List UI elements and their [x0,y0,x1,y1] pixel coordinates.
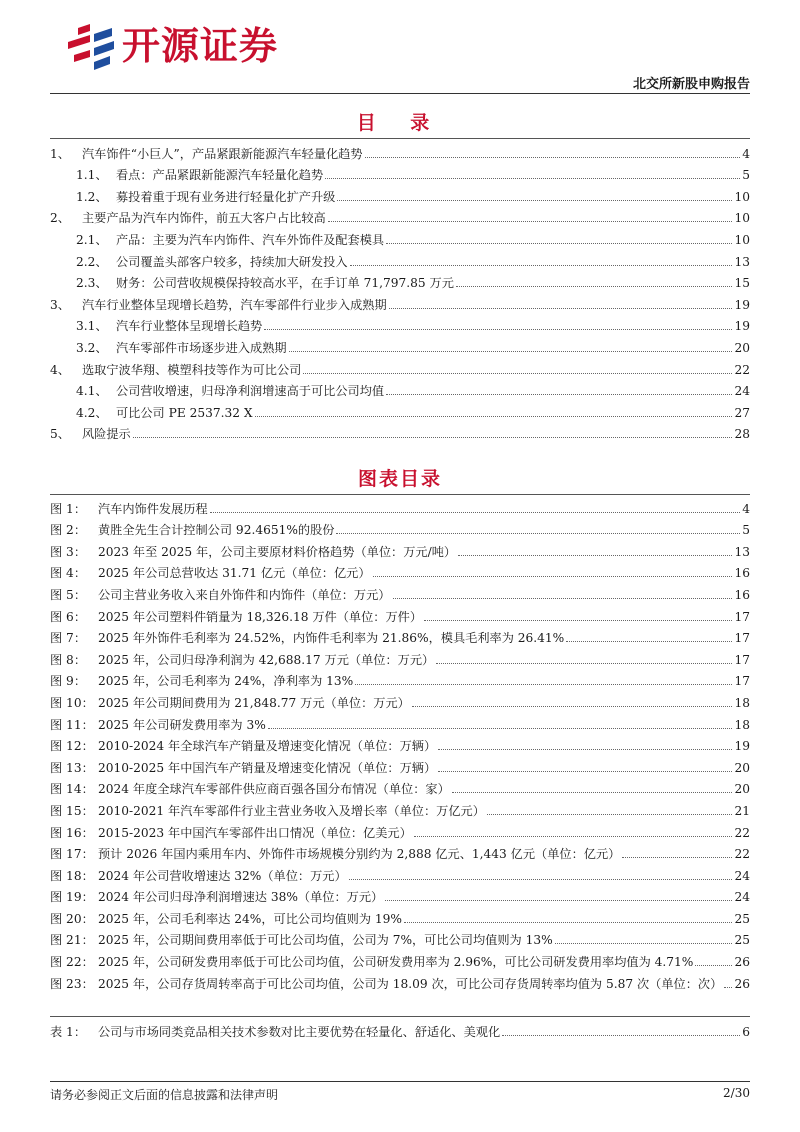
entry-title: 主要产品为汽车内饰件，前五大客户占比较高 [82,211,326,226]
entry-page: 17 [734,609,750,624]
entry-page: 20 [734,760,750,775]
entry-number: 图 23： [50,976,94,991]
entry-page: 17 [734,674,750,689]
entry-title: 汽车行业整体呈现增长趋势 [116,319,263,334]
entry-title: 产品：主要为汽车内饰件、汽车外饰件及配套模具 [116,232,385,247]
entry-leader [456,286,733,287]
entry-title: 预计 2026 年国内乘用车内、外饰件市场规模分别约为 2,888 亿元、1,443 亿元（单位：亿元） [98,847,621,862]
entry-page: 25 [734,933,750,948]
toc-entry[interactable] [50,291,750,313]
entry-leader [389,308,733,309]
entry-page: 4 [742,146,750,161]
entry-number: 图 5： [50,587,87,602]
entry-leader [255,416,733,417]
entry-leader [350,265,733,266]
entry-title: 2025 年公司塑料件销量为 18,326.18 万件（单位：万件） [98,609,423,624]
entry-title: 汽车内饰件发展历程 [98,501,208,516]
toc-entry[interactable] [50,205,750,227]
toc-entry[interactable] [50,140,750,162]
entry-number: 图 7： [50,631,87,646]
entry-title: 公司与市场同类竞品相关技术参数对比主要优势在轻量化、舒适化、美观化 [98,1024,501,1039]
footer-disclaimer: 请务必参阅正文后面的信息披露和法律声明 [50,1088,279,1102]
entry-number: 图 21： [50,933,94,948]
entry-title: 2025 年，公司期间费用率低于可比公司均值，公司为 7%，可比公司均值则为 13% [98,933,553,948]
entry-page: 22 [734,847,750,862]
entry-page: 16 [734,587,750,602]
toc-list [50,140,750,442]
entry-leader [325,178,740,179]
tables-list [50,1018,750,1040]
entry-leader [289,351,733,352]
entry-leader [424,620,732,621]
figure-entry[interactable] [50,581,750,603]
entry-leader [355,684,732,685]
entry-page: 5 [742,523,750,538]
entry-leader [393,598,733,599]
entry-number: 图 18： [50,868,94,883]
entry-title: 2023 年至 2025 年，公司主要原材料价格趋势（单位：万元/吨） [98,544,457,559]
entry-number: 图 19： [50,890,94,905]
entry-leader [414,836,733,837]
entry-number: 1.2、 [76,189,108,204]
entry-title: 2025 年外饰件毛利率为 24.52%，内饰件毛利率为 21.86%，模具毛利率为 26.41% [98,631,565,646]
entry-title: 2025 年，公司毛利率为 24%，净利率为 13% [98,674,354,689]
entry-title: 2025 年，公司研发费用率低于可比公司均值，公司研发费用率为 2.96%，可比公司研发费用率均值为 4.71% [98,955,694,970]
toc-entry[interactable] [50,248,750,270]
toc-entry[interactable] [50,356,750,378]
entry-page: 24 [734,890,750,905]
entry-leader [385,900,732,901]
figure-entry[interactable] [50,560,750,582]
figure-entry[interactable] [50,538,750,560]
entry-page: 26 [734,955,750,970]
entry-page: 15 [734,276,750,291]
entry-number: 2.2、 [76,254,108,269]
entry-leader [695,965,732,966]
entry-number: 图 17： [50,847,94,862]
entry-title: 2024 年度全球汽车零部件供应商百强各国分布情况（单位：家） [98,782,450,797]
entry-page: 21 [734,803,750,818]
figure-entry[interactable] [50,884,750,906]
entry-title: 2010-2024 年全球汽车产销量及增速变化情况（单位：万辆） [98,739,437,754]
figures-title: 图表目录 [357,468,442,490]
figure-entry[interactable] [50,517,750,539]
entry-page: 19 [734,319,750,334]
figure-entry[interactable] [50,625,750,647]
figure-entry[interactable] [50,495,750,517]
entry-number: 图 13： [50,760,94,775]
entry-title: 2025 年公司总营收达 31.71 亿元（单位：亿元） [98,566,371,581]
entry-leader [336,533,740,534]
entry-page: 28 [734,427,750,442]
figure-entry[interactable] [50,862,750,884]
entry-page: 17 [734,652,750,667]
figure-entry[interactable] [50,819,750,841]
entry-title: 公司营收增速，归母净利润增速高于可比公司均值 [116,384,385,399]
entry-number: 4.1、 [76,384,108,399]
entry-leader [724,987,732,988]
entry-number: 图 22： [50,955,94,970]
entry-page: 13 [734,254,750,269]
entry-leader [349,879,733,880]
entry-leader [264,329,732,330]
entry-number: 图 16： [50,825,94,840]
entry-leader [386,243,732,244]
figure-entry[interactable] [50,776,750,798]
entry-number: 图 11： [50,717,94,732]
entry-title: 2025 年，公司毛利率达 24%，可比公司均值则为 19% [98,911,403,926]
entry-number: 1、 [50,146,70,161]
entry-page: 27 [734,405,750,420]
entry-leader [386,394,732,395]
toc-entry[interactable] [50,162,750,184]
entry-page: 19 [734,739,750,754]
entry-number: 3.1、 [76,319,108,334]
brand-name: 开源证券 [122,24,279,68]
entry-title: 2015-2023 年中国汽车零部件出口情况（单位：亿美元） [98,825,412,840]
entry-leader [438,749,732,750]
entry-title: 2025 年，公司存货周转率高于可比公司均值，公司为 18.09 次，可比公司存货周转率均值为 5.87 次（单位：次） [98,976,723,991]
toc-entry[interactable] [50,270,750,292]
entry-leader [268,728,733,729]
entry-title: 2010-2025 年中国汽车产销量及增速变化情况（单位：万辆） [98,760,437,775]
entry-number: 5、 [50,427,70,442]
entry-number: 图 2： [50,523,87,538]
figure-entry[interactable] [50,970,750,992]
entry-page: 25 [734,911,750,926]
entry-leader [622,857,732,858]
entry-title: 2025 年，公司归母净利润为 42,688.17 万元（单位：万元） [98,652,435,667]
entry-number: 图 4： [50,566,87,581]
entry-number: 图 3： [50,544,87,559]
entry-leader [133,437,733,438]
figure-entry[interactable] [50,841,750,863]
entry-title: 汽车零部件市场逐步进入成熟期 [116,340,287,355]
entry-leader [458,555,732,556]
entry-page: 24 [734,384,750,399]
entry-leader [412,706,733,707]
figure-entry[interactable] [50,733,750,755]
entry-page: 24 [734,868,750,883]
entry-number: 图 8： [50,652,87,667]
entry-number: 图 12： [50,739,94,754]
entry-title: 公司覆盖头部客户较多，持续加大研发投入 [116,254,348,269]
entry-title: 2025 年公司期间费用为 21,848.77 万元（单位：万元） [98,695,410,710]
entry-number: 3、 [50,297,70,312]
entry-leader [337,200,732,201]
entry-number: 图 15： [50,803,94,818]
entry-leader [365,157,741,158]
toc-entry[interactable] [50,399,750,421]
page-header [50,0,750,100]
toc-entry[interactable] [50,378,750,400]
entry-leader [502,1035,740,1036]
entry-page: 20 [734,782,750,797]
entry-number: 4.2、 [76,405,108,420]
toc-entry[interactable] [50,334,750,356]
entry-title: 黄胜全先生合计控制公司 92.4651%的股份 [98,523,335,538]
toc-entry[interactable] [50,421,750,443]
entry-page: 6 [742,1024,750,1039]
report-type: 北交所新股申购报告 [632,77,750,92]
entry-title: 看点：产品紧跟新能源汽车轻量化趋势 [116,168,324,183]
toc-entry[interactable] [50,183,750,205]
entry-page: 20 [734,340,750,355]
figure-entry[interactable] [50,754,750,776]
entry-page: 10 [734,232,750,247]
entry-title: 财务：公司营收规模保持较高水平，在手订单 71,797.85 万元 [116,276,454,291]
figure-entry[interactable] [50,668,750,690]
figures-list [50,495,750,992]
entry-leader [303,373,732,374]
entry-page: 22 [734,825,750,840]
figure-entry[interactable] [50,603,750,625]
brand-logo [64,22,344,72]
entry-leader [438,771,732,772]
brand-mark-icon [64,22,118,72]
entry-number: 图 10： [50,695,94,710]
entry-number: 4、 [50,362,70,377]
entry-leader [404,922,732,923]
toc-top-divider [50,138,750,139]
entry-number: 图 20： [50,911,94,926]
entry-leader [210,512,741,513]
entry-leader [452,792,733,793]
entry-title: 公司主营业务收入来自外饰件和内饰件（单位：万元） [98,587,391,602]
entry-leader [555,943,733,944]
figure-entry[interactable] [50,797,750,819]
entry-page: 22 [734,362,750,377]
entry-page: 26 [734,976,750,991]
table-entry[interactable] [50,1018,750,1040]
entry-page: 10 [734,211,750,226]
entry-title: 汽车行业整体呈现增长趋势，汽车零部件行业步入成熟期 [82,297,387,312]
entry-title: 2024 年公司归母净利润增速达 38%（单位：万元） [98,890,384,905]
entry-page: 19 [734,297,750,312]
entry-page: 18 [734,695,750,710]
entry-title: 汽车饰件“小巨人”，产品紧跟新能源汽车轻量化趋势 [82,146,363,161]
toc-title: 目 录 [356,112,444,134]
entry-title: 2024 年公司营收增速达 32%（单位：万元） [98,868,347,883]
toc-entry[interactable] [50,313,750,335]
entry-title: 2025 年公司研发费用率为 3% [98,717,266,732]
entry-page: 13 [734,544,750,559]
entry-title: 选取宁波华翔、模塑科技等作为可比公司 [82,362,302,377]
entry-leader [487,814,733,815]
entry-number: 2.3、 [76,276,108,291]
figure-entry[interactable] [50,711,750,733]
entry-number: 图 9： [50,674,87,689]
entry-title: 募投着重于现有业务进行轻量化扩产升级 [116,189,336,204]
entry-page: 17 [734,631,750,646]
entry-number: 图 6： [50,609,87,624]
entry-leader [373,576,733,577]
entry-number: 3.2、 [76,340,108,355]
figure-entry[interactable] [50,905,750,927]
entry-page: 4 [742,501,750,516]
entry-title: 可比公司 PE 2537.32 X [116,405,253,420]
entry-page: 18 [734,717,750,732]
entry-leader [328,221,733,222]
header-divider [50,93,750,94]
footer-divider [50,1081,750,1082]
entry-number: 图 1： [50,501,87,516]
entry-number: 2、 [50,211,70,226]
figure-entry[interactable] [50,948,750,970]
entry-number: 图 14： [50,782,94,797]
entry-page: 16 [734,566,750,581]
entry-leader [566,641,732,642]
toc-entry[interactable] [50,226,750,248]
entry-leader [436,663,732,664]
entry-title: 风险提示 [82,427,131,442]
entry-page: 10 [734,189,750,204]
entry-number: 1.1、 [76,168,108,183]
entry-title: 2010-2021 年汽车零部件行业主营业务收入及增长率（单位：万亿元） [98,803,485,818]
figure-entry[interactable] [50,646,750,668]
tables-top-divider [50,1016,750,1017]
entry-page: 5 [742,168,750,183]
figure-entry[interactable] [50,689,750,711]
entry-number: 2.1、 [76,232,108,247]
entry-number: 表 1： [50,1024,87,1039]
figure-entry[interactable] [50,927,750,949]
page-indicator: 2/30 [723,1086,750,1100]
